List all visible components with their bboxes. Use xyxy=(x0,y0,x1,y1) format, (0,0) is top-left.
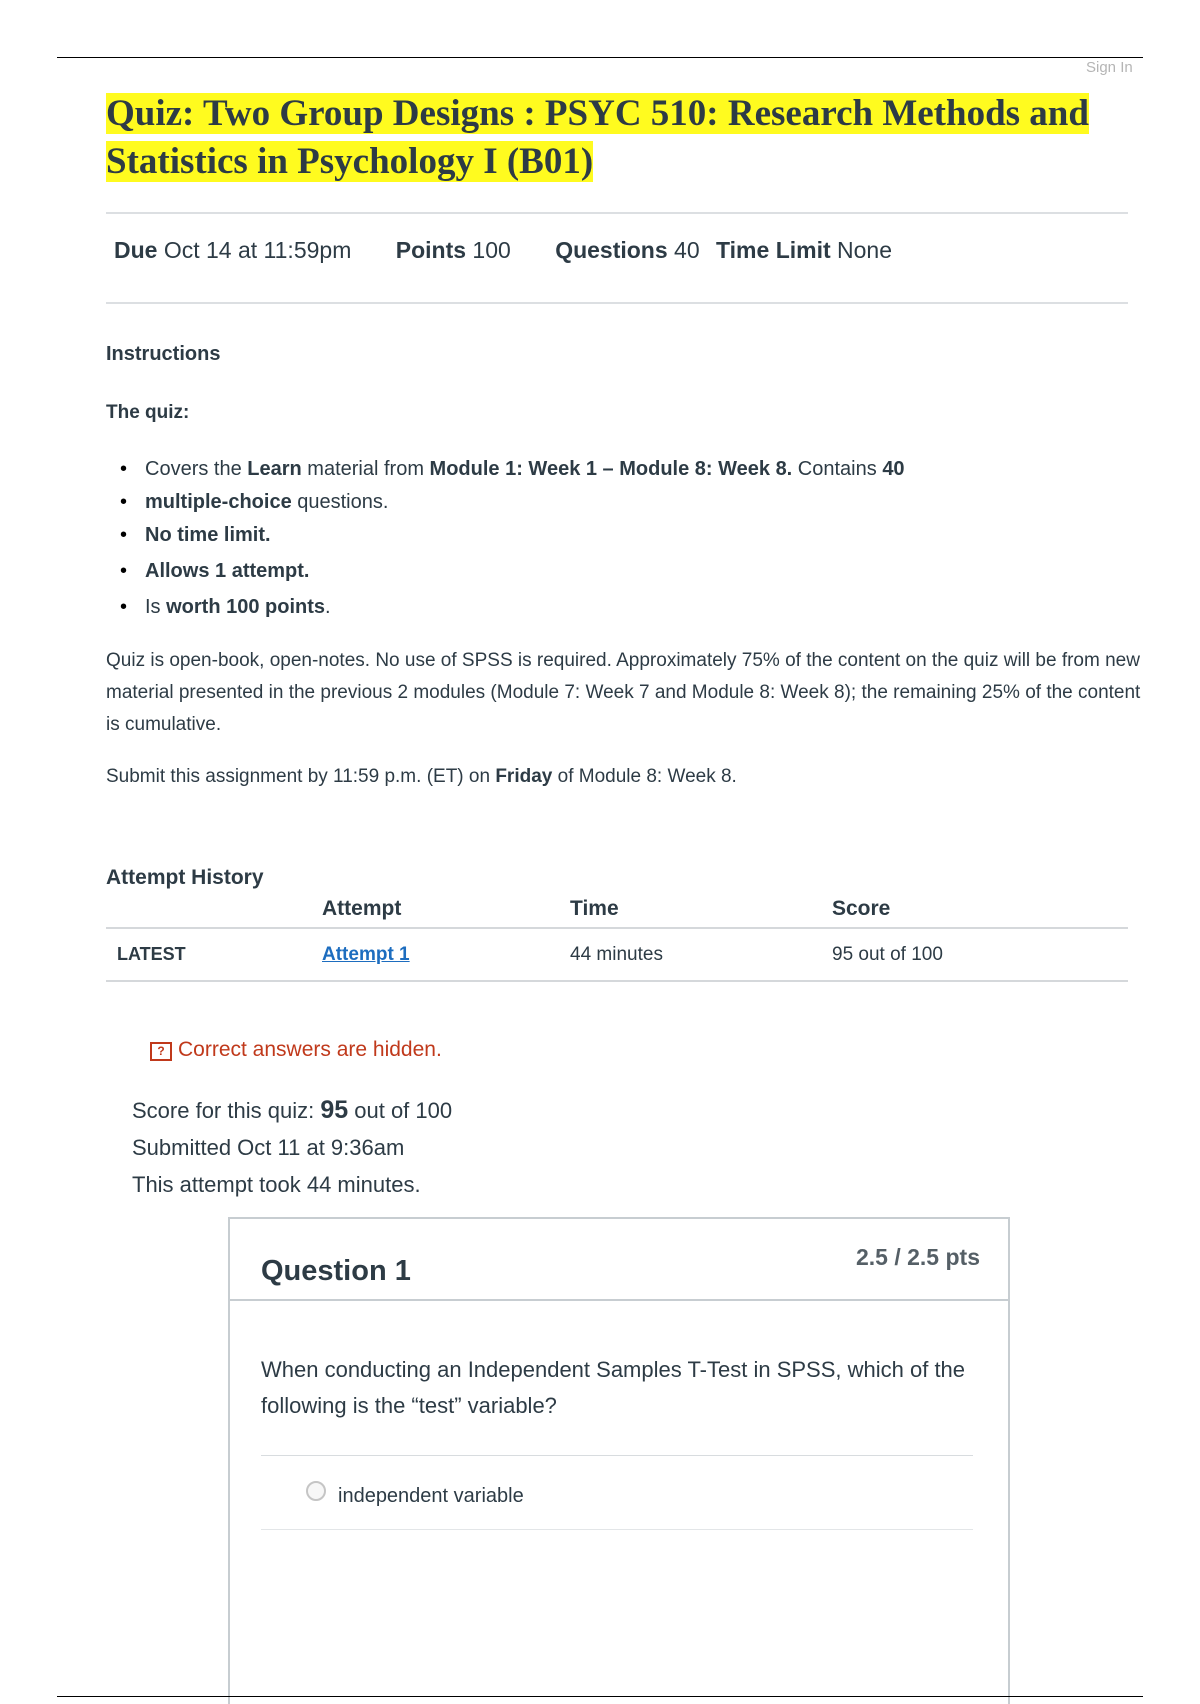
questions-meta: Questions 40 xyxy=(555,237,700,263)
question-header xyxy=(230,1219,1008,1301)
divider xyxy=(261,1529,973,1530)
points-meta: Points 100 xyxy=(395,237,511,263)
quiz-meta xyxy=(114,237,930,264)
question-title: Question 1 xyxy=(261,1255,411,1287)
page-title-text: Quiz: Two Group Designs : PSYC 510: Research Methods and Statistics in Psychology I (B01) xyxy=(106,93,1089,182)
list-item: • No time limit. xyxy=(120,522,905,558)
list-item: • Covers the Learn material from Module 1: Week 1 – Module 8: Week 8. Contains 40 xyxy=(120,456,905,489)
due-meta: Due Oct 14 at 11:59pm xyxy=(114,237,352,263)
answer-label: independent variable xyxy=(338,1485,524,1507)
attempt-time: 44 minutes xyxy=(570,944,663,965)
attempt-score: 95 out of 100 xyxy=(832,944,943,965)
divider xyxy=(106,212,1128,214)
list-item: • multiple-choice questions. xyxy=(120,489,905,522)
instructions-list xyxy=(120,456,905,627)
instructions-paragraph: Quiz is open-book, open-notes. No use of SPSS is required. Approximately 75% of the content on the quiz will be from new material presented in the previous 2 modules (Module 7: Week 7 and Module 8: Week 8); the remaining 25% of the content is cumulative. xyxy=(106,650,1141,735)
divider xyxy=(261,1455,973,1456)
sign-in-link[interactable]: Sign In xyxy=(1086,59,1133,76)
bottom-rule xyxy=(57,1696,1143,1697)
answer-radio[interactable] xyxy=(306,1481,326,1501)
table-row xyxy=(106,930,1128,982)
column-header-score: Score xyxy=(832,897,891,920)
question-text: When conducting an Independent Samples T-Test in SPSS, which of the following is the “test” variable? xyxy=(261,1357,966,1418)
list-item: • Is worth 100 points. xyxy=(120,594,905,627)
top-rule xyxy=(57,57,1143,58)
attempt-history-title: Attempt History xyxy=(106,866,264,889)
divider xyxy=(106,302,1128,304)
score-line: Score for this quiz: 95 out of 100 xyxy=(132,1096,453,1124)
info-icon: ? xyxy=(150,1042,172,1061)
attempt-table-header xyxy=(106,897,1128,929)
question-points: 2.5 / 2.5 pts xyxy=(855,1244,980,1270)
attempt-1-link[interactable]: Attempt 1 xyxy=(322,944,410,965)
question-card xyxy=(228,1217,1010,1704)
column-header-time: Time xyxy=(570,897,619,920)
page-title xyxy=(106,90,1136,186)
correct-answers-hidden-notice: ? Correct answers are hidden. xyxy=(150,1038,442,1062)
quiz-subheading: The quiz: xyxy=(106,402,190,423)
duration-line: This attempt took 44 minutes. xyxy=(132,1172,421,1197)
time-limit-meta: Time Limit None xyxy=(716,237,893,263)
latest-badge: LATEST xyxy=(117,944,186,964)
instructions-heading: Instructions xyxy=(106,343,221,365)
submission-paragraph: Submit this assignment by 11:59 p.m. (ET) on Friday of Module 8: Week 8. xyxy=(106,766,737,787)
column-header-attempt: Attempt xyxy=(322,897,402,920)
quiz-score-summary xyxy=(132,1092,452,1203)
list-item: • Allows 1 attempt. xyxy=(120,558,905,594)
submitted-line: Submitted Oct 11 at 9:36am xyxy=(132,1135,405,1160)
